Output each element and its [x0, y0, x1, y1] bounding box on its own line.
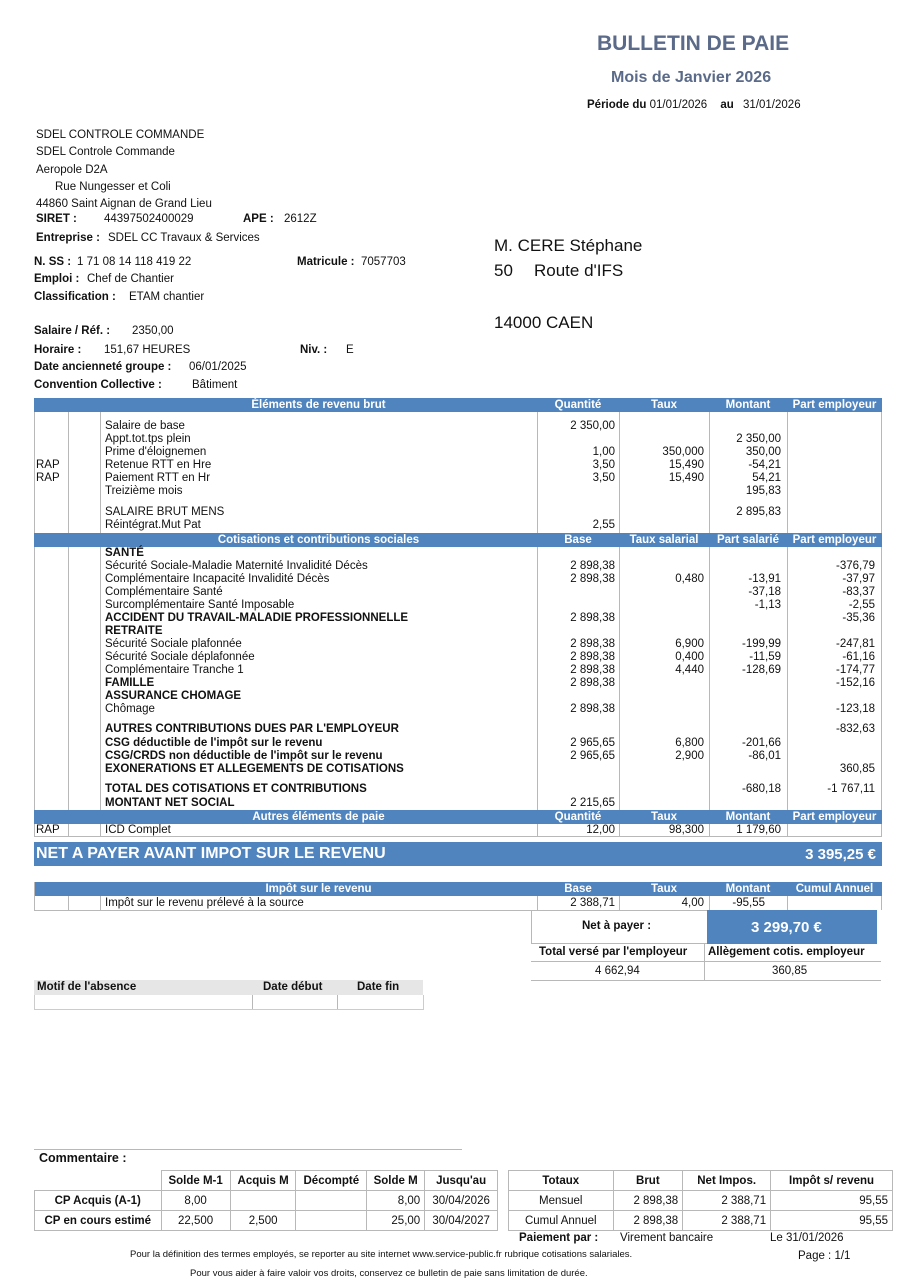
matricule-label: Matricule : [297, 256, 355, 268]
cotis-pe: -247,81 [835, 638, 875, 650]
cotis-row [0, 625, 909, 638]
employer-name2: SDEL Controle Commande [36, 146, 175, 158]
impot-row [0, 897, 909, 910]
cotis-base: 2 898,38 [570, 651, 615, 663]
brut-montant: 2 895,83 [736, 506, 781, 518]
cotis-pe: -376,79 [835, 560, 875, 572]
convention-value: Bâtiment [192, 379, 238, 391]
cp-cell: 25,00 [367, 1211, 425, 1231]
cotis-ps: -128,69 [741, 664, 781, 676]
brut-montant: -54,21 [748, 459, 781, 471]
totaux-cell: 95,55 [771, 1211, 893, 1231]
cotis-row [0, 638, 909, 651]
brut-header-taux: Taux [651, 399, 677, 411]
totaux-cell: 2 388,71 [683, 1211, 771, 1231]
cotis-row [0, 723, 909, 736]
cotis-label: Complémentaire Incapacité Invalidité Décès [105, 573, 330, 585]
siret-label: SIRET : [36, 213, 77, 225]
autres-montant: 1 179,60 [736, 824, 781, 836]
cotis-taux: 6,900 [675, 638, 704, 650]
brut-header [34, 398, 882, 412]
cotis-ps: -13,91 [748, 573, 781, 585]
autres-label: ICD Complet [105, 824, 171, 836]
brut-label: SALAIRE BRUT MENS [105, 506, 225, 518]
cp-row [35, 1191, 498, 1211]
recipient-name: M. CERE Stéphane [494, 236, 643, 255]
brut-header-label: Éléments de revenu brut [251, 399, 386, 411]
cotis-header-pe: Part employeur [792, 534, 877, 546]
salaire-value: 2350,00 [132, 325, 174, 337]
classification-label: Classification : [34, 291, 116, 303]
cotis-pe: -174,77 [835, 664, 875, 676]
grid-line [34, 910, 534, 911]
brut-label: Prime d'éloignemen [105, 446, 207, 458]
absence-header [34, 980, 423, 995]
cp-header [35, 1171, 162, 1191]
brut-taux: 350,000 [662, 446, 704, 458]
period [587, 99, 801, 111]
cotis-row [0, 797, 909, 810]
autres-qty: 12,00 [586, 824, 615, 836]
totaux-cell: 95,55 [771, 1191, 893, 1211]
net-value-box [707, 910, 877, 944]
brut-label: Appt.tot.tps plein [105, 433, 191, 445]
brut-montant: 350,00 [745, 446, 781, 458]
absence-motif-header: Motif de l'absence [37, 981, 137, 993]
cotis-pe: 360,85 [839, 763, 875, 775]
cp-cell [296, 1211, 367, 1231]
period-au-label: au [720, 99, 734, 111]
cotis-base: 2 965,65 [570, 750, 615, 762]
net-value: 3 299,70 € [751, 919, 822, 936]
cotis-label: ACCIDENT DU TRAVAIL-MALADIE PROFESSIONNELLE [105, 612, 409, 624]
cotis-row [0, 664, 909, 677]
cotis-ps: -11,59 [749, 651, 781, 663]
cp-header: Solde M [367, 1171, 425, 1191]
brut-qty: 1,00 [592, 446, 615, 458]
comment-label: Commentaire : [39, 1151, 127, 1165]
impot-header [34, 882, 882, 896]
page-number: Page : 1/1 [798, 1250, 851, 1262]
recipient-street: Route d'IFS [534, 261, 624, 280]
cp-cell: CP Acquis (A-1) [35, 1191, 162, 1211]
net-label-box [531, 910, 708, 944]
net-avant-impot-value: 3 395,25 € [805, 846, 876, 863]
autres-taux: 98,300 [668, 824, 704, 836]
brut-row [0, 472, 909, 485]
cotis-taux: 0,400 [675, 651, 704, 663]
cotis-label: Sécurité Sociale-Maladie Maternité Invalidité Décès [105, 560, 368, 572]
niv-value: E [346, 344, 354, 356]
cotis-label: ASSURANCE CHOMAGE [105, 690, 242, 702]
totaux-row [509, 1211, 893, 1231]
allegement-label: Allègement cotis. employeur [708, 946, 865, 958]
brut-code: RAP [36, 459, 60, 471]
brut-label: Retenue RTT en Hre [105, 459, 212, 471]
paiement-date: Le 31/01/2026 [770, 1232, 844, 1244]
comment-line [34, 1149, 462, 1150]
totaux-header: Impôt s/ revenu [771, 1171, 893, 1191]
cotis-taux: 2,900 [675, 750, 704, 762]
cotis-label: EXONERATIONS ET ALLEGEMENTS DE COTISATIONS [105, 763, 404, 775]
autres-header-qty: Quantité [554, 811, 602, 823]
cotis-row [0, 651, 909, 664]
cotis-base: 2 898,38 [570, 638, 615, 650]
cotis-row [0, 690, 909, 703]
cotis-label: MONTANT NET SOCIAL [105, 797, 235, 809]
period-to: 31/01/2026 [743, 99, 801, 111]
cotis-ps: -1,13 [754, 599, 781, 611]
cotis-row [0, 573, 909, 586]
emploi-value: Chef de Chantier [87, 273, 174, 285]
brut-label: Salaire de base [105, 420, 185, 432]
employer-address1: Aeropole D2A [36, 164, 108, 176]
brut-row [0, 519, 909, 532]
cotis-taux: 6,800 [675, 737, 704, 749]
footer-line2: Pour vous aider à faire valoir vos droits, conservez ce bulletin de paie sans limitation de durée. [190, 1268, 588, 1279]
totaux-row [509, 1191, 893, 1211]
autres-header [34, 810, 882, 824]
brut-label: Treizième mois [105, 485, 183, 497]
brut-header-qty: Quantité [554, 399, 602, 411]
paiement-value: Virement bancaire [620, 1232, 714, 1244]
brut-code: RAP [36, 472, 60, 484]
cotis-label: Sécurité Sociale plafonnée [105, 638, 242, 650]
absence-fin-header: Date fin [357, 981, 400, 993]
cotis-header-base: Base [564, 534, 592, 546]
impot-taux: 4,00 [681, 897, 704, 909]
cotis-label: FAMILLE [105, 677, 155, 689]
document-title: BULLETIN DE PAIE [597, 32, 790, 55]
cotis-ps: -680,18 [741, 783, 781, 795]
cotis-base: 2 898,38 [570, 677, 615, 689]
autres-code: RAP [36, 824, 60, 836]
cotis-label: Sécurité Sociale déplafonnée [105, 651, 255, 663]
cotis-ps: -199,99 [741, 638, 781, 650]
autres-header-taux: Taux [651, 811, 677, 823]
totaux-cell: Cumul Annuel [509, 1211, 614, 1231]
brut-row [0, 433, 909, 446]
cotis-row [0, 737, 909, 750]
brut-row [0, 485, 909, 498]
cp-header-row [35, 1171, 498, 1191]
cotis-row [0, 586, 909, 599]
ss-label: N. SS : [34, 256, 72, 268]
recipient-city: 14000 CAEN [494, 313, 594, 332]
cotis-header-label: Cotisations et contributions sociales [217, 534, 420, 546]
cotis-header [34, 533, 882, 547]
cp-cell [296, 1191, 367, 1211]
employer-address2: Rue Nungesser et Coli [55, 181, 171, 193]
entreprise-value: SDEL CC Travaux & Services [108, 232, 260, 244]
impot-base: 2 388,71 [570, 897, 615, 909]
brut-row [0, 506, 909, 519]
cotis-base: 2 965,65 [570, 737, 615, 749]
footer-line1: Pour la définition des termes employés, se reporter au site internet www.service-public.fr rubrique cotisations salariales. [130, 1249, 633, 1260]
cotis-label: Surcomplémentaire Santé Imposable [105, 599, 295, 611]
cotis-header-ps: Part salarié [716, 534, 779, 546]
brut-label: Paiement RTT en Hr [105, 472, 211, 484]
grid-line [704, 944, 705, 980]
totaux-header: Totaux [509, 1171, 614, 1191]
cp-cell: CP en cours estimé [35, 1211, 162, 1231]
brut-montant: 54,21 [752, 472, 781, 484]
absence-empty-row [34, 995, 424, 1010]
niv-label: Niv. : [300, 344, 328, 356]
horaire-value: 151,67 HEURES [104, 344, 191, 356]
ape-value: 2612Z [284, 213, 317, 225]
cotis-pe: -35,36 [842, 612, 875, 624]
impot-header-montant: Montant [725, 883, 771, 895]
absence-debut-header: Date début [263, 981, 323, 993]
total-verse-value: 4 662,94 [595, 965, 640, 977]
cp-cell [230, 1191, 296, 1211]
cotis-base: 2 898,38 [570, 612, 615, 624]
brut-header-pe: Part employeur [792, 399, 877, 411]
cotis-label: CSG déductible de l'impôt sur le revenu [105, 737, 323, 749]
totaux-header: Brut [613, 1171, 683, 1191]
net-avant-impot-bar [34, 842, 882, 866]
recipient-street-no: 50 [494, 261, 513, 280]
brut-montant: 195,83 [745, 485, 781, 497]
cotis-row [0, 612, 909, 625]
autres-row [0, 824, 909, 837]
cotis-ps: -86,01 [748, 750, 781, 762]
anciennete-label: Date ancienneté groupe : [34, 361, 172, 373]
cotis-label: Chômage [105, 703, 155, 715]
cotis-pe: -123,18 [835, 703, 875, 715]
cp-cell: 8,00 [367, 1191, 425, 1211]
autres-header-montant: Montant [725, 811, 771, 823]
cp-cell: 30/04/2027 [425, 1211, 498, 1231]
cp-cell: 30/04/2026 [425, 1191, 498, 1211]
brut-row [0, 446, 909, 459]
cotis-label: AUTRES CONTRIBUTIONS DUES PAR L'EMPLOYEUR [105, 723, 399, 735]
grid-line [337, 995, 338, 1009]
grid-line [252, 995, 253, 1009]
cp-cell: 2,500 [230, 1211, 296, 1231]
cotis-row [0, 560, 909, 573]
totaux-table [508, 1170, 893, 1231]
grid-line [531, 961, 881, 962]
impot-montant: -95,55 [732, 897, 765, 909]
cp-cell: 22,500 [161, 1211, 230, 1231]
brut-qty: 3,50 [592, 459, 615, 471]
cotis-pe: -152,16 [835, 677, 875, 689]
total-verse-label: Total versé par l'employeur [539, 946, 688, 958]
impot-header-label: Impôt sur le revenu [265, 883, 372, 895]
impot-label: Impôt sur le revenu prélevé à la source [105, 897, 304, 909]
brut-qty: 3,50 [592, 472, 615, 484]
period-from: 01/01/2026 [649, 99, 708, 111]
impot-header-taux: Taux [651, 883, 677, 895]
allegement-value: 360,85 [772, 965, 808, 977]
brut-row [0, 420, 909, 433]
emploi-label: Emploi : [34, 273, 80, 285]
cotis-base: 2 898,38 [570, 664, 615, 676]
ss-value: 1 71 08 14 118 419 22 [77, 256, 192, 268]
cotis-row [0, 677, 909, 690]
brut-row [0, 459, 909, 472]
net-avant-impot-label: NET A PAYER AVANT IMPOT SUR LE REVENU [36, 845, 386, 862]
siret-value: 44397502400029 [104, 213, 194, 225]
cotis-taux: 4,440 [675, 664, 704, 676]
cotis-label: RETRAITE [105, 625, 163, 637]
autres-header-label: Autres éléments de paie [252, 811, 385, 823]
totaux-cell: 2 898,38 [613, 1191, 683, 1211]
cotis-header-taux: Taux salarial [629, 534, 699, 546]
cotis-label: SANTÉ [105, 547, 144, 559]
salaire-label: Salaire / Réf. : [34, 325, 111, 337]
cotis-label: CSG/CRDS non déductible de l'impôt sur le revenu [105, 750, 383, 762]
totaux-header-row [509, 1171, 893, 1191]
impot-header-cumul: Cumul Annuel [795, 883, 874, 895]
cotis-base: 2 898,38 [570, 703, 615, 715]
cotis-row [0, 599, 909, 612]
convention-label: Convention Collective : [34, 379, 162, 391]
classification-value: ETAM chantier [129, 291, 205, 303]
brut-taux: 15,490 [668, 459, 704, 471]
grid-line [531, 980, 881, 981]
brut-qty: 2,55 [592, 519, 615, 531]
period-label: Période du [587, 99, 647, 111]
cotis-ps: -201,66 [741, 737, 781, 749]
cp-header: Décompté [296, 1171, 367, 1191]
cotis-pe: -61,16 [842, 651, 875, 663]
cotis-base: 2 898,38 [570, 573, 615, 585]
cotis-base: 2 215,65 [570, 797, 615, 809]
cp-table [34, 1170, 498, 1231]
totaux-header: Net Impos. [683, 1171, 771, 1191]
cotis-label: TOTAL DES COTISATIONS ET CONTRIBUTIONS [105, 783, 367, 795]
brut-qty: 2 350,00 [570, 420, 615, 432]
cotis-row [0, 783, 909, 796]
cotis-row [0, 750, 909, 763]
ape-label: APE : [243, 213, 274, 225]
cp-cell: 8,00 [161, 1191, 230, 1211]
totaux-cell: 2 388,71 [683, 1191, 771, 1211]
anciennete-value: 06/01/2025 [189, 361, 247, 373]
autres-header-pe: Part employeur [792, 811, 877, 823]
brut-label: Réintégrat.Mut Pat [105, 519, 201, 531]
cp-row [35, 1211, 498, 1231]
cotis-pe: -83,37 [842, 586, 875, 598]
cotis-label: Complémentaire Tranche 1 [105, 664, 244, 676]
employer-totals [531, 944, 881, 980]
cotis-pe: -832,63 [835, 723, 875, 735]
totaux-cell: 2 898,38 [613, 1211, 683, 1231]
cp-header: Acquis M [230, 1171, 296, 1191]
cotis-row [0, 547, 909, 560]
employer-address3: 44860 Saint Aignan de Grand Lieu [36, 198, 212, 210]
cotis-base: 2 898,38 [570, 560, 615, 572]
impot-header-base: Base [564, 883, 592, 895]
cotis-pe: -2,55 [848, 599, 875, 611]
brut-header-montant: Montant [725, 399, 771, 411]
cotis-pe: -37,97 [842, 573, 875, 585]
pay-month: Mois de Janvier 2026 [611, 69, 772, 86]
cotis-label: Complémentaire Santé [105, 586, 223, 598]
cotis-ps: -37,18 [748, 586, 781, 598]
cotis-pe: -1 767,11 [827, 783, 875, 795]
cotis-taux: 0,480 [675, 573, 704, 585]
cp-header: Jusqu'au [425, 1171, 498, 1191]
brut-taux: 15,490 [668, 472, 704, 484]
entreprise-label: Entreprise : [36, 232, 100, 244]
paiement-label: Paiement par : [519, 1232, 599, 1244]
horaire-label: Horaire : [34, 344, 82, 356]
brut-montant: 2 350,00 [736, 433, 781, 445]
matricule-value: 7057703 [361, 256, 406, 268]
totaux-cell: Mensuel [509, 1191, 614, 1211]
cp-header: Solde M-1 [161, 1171, 230, 1191]
employer-name: SDEL CONTROLE COMMANDE [36, 129, 205, 141]
net-label: Net à payer : [582, 920, 652, 932]
